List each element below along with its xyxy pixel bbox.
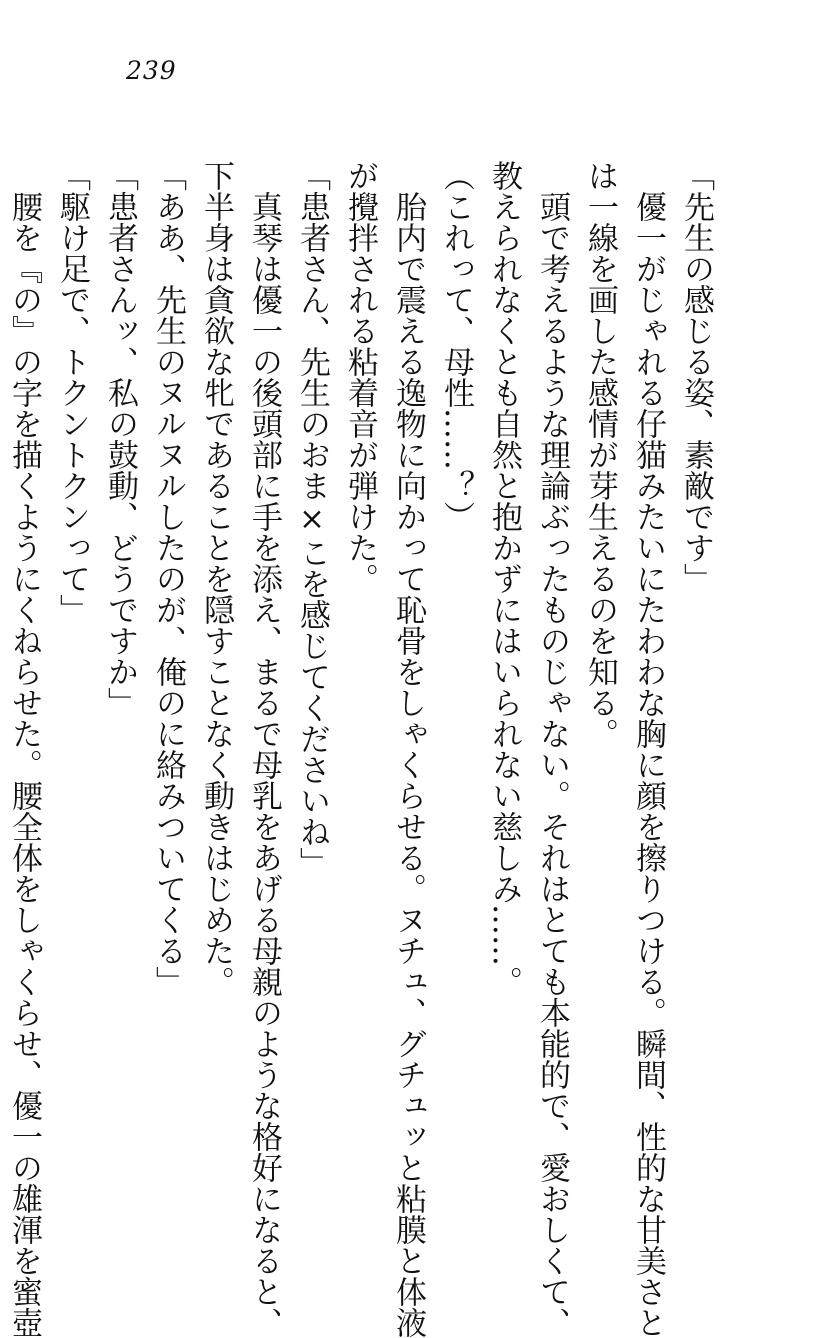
text-line: 頭で考えるような理論ぶったものじゃない。それはとても本能的で、愛おしくて、 — [534, 160, 570, 1338]
text-line: 真琴は優一の後頭部に手を添え、まるで母乳をあげる母親のような格好になると、 — [246, 160, 282, 1338]
text-line: （これって、母性……？） — [438, 160, 474, 532]
text-line: 「患者さんッ、私の鼓動、どうですか」 — [102, 160, 138, 718]
text-line: 「ああ、先生のヌルヌルしたのが、俺のに絡みついてくる」 — [150, 160, 186, 997]
text-line: 「患者さん、先生のおま×こを感じてくださいね」 — [294, 160, 330, 878]
page-number: 239 — [126, 56, 177, 85]
text-line: 優一がじゃれる仔猫みたいにたわわな胸に顔を擦りつける。瞬間、性的な甘美さと — [630, 160, 666, 1338]
text-line: 教えられなくとも自然と抱かずにはいられない慈しみ……。 — [486, 160, 522, 997]
vertical-body-text — [6, 160, 720, 1338]
text-line: 胎内で震える逸物に向かって恥骨をしゃくらせる。ヌチュ、グチュッと粘膜と体液 — [390, 160, 426, 1338]
text-line: が攪拌される粘着音が弾けた。 — [342, 160, 378, 594]
text-line: 下半身は貪欲な牝であることを隠すことなく動きはじめた。 — [198, 160, 234, 997]
text-line: 「先生の感じる姿、素敵です」 — [678, 160, 714, 594]
text-line: は一線を画した感情が芽生えるのを知る。 — [582, 160, 618, 749]
text-line: 「駆け足で、トクントクンって」 — [54, 160, 90, 625]
text-line: 腰を『の』の字を描くようにくねらせた。腰全体をしゃくらせ、優一の雄渾を蜜壺 — [6, 160, 42, 1338]
